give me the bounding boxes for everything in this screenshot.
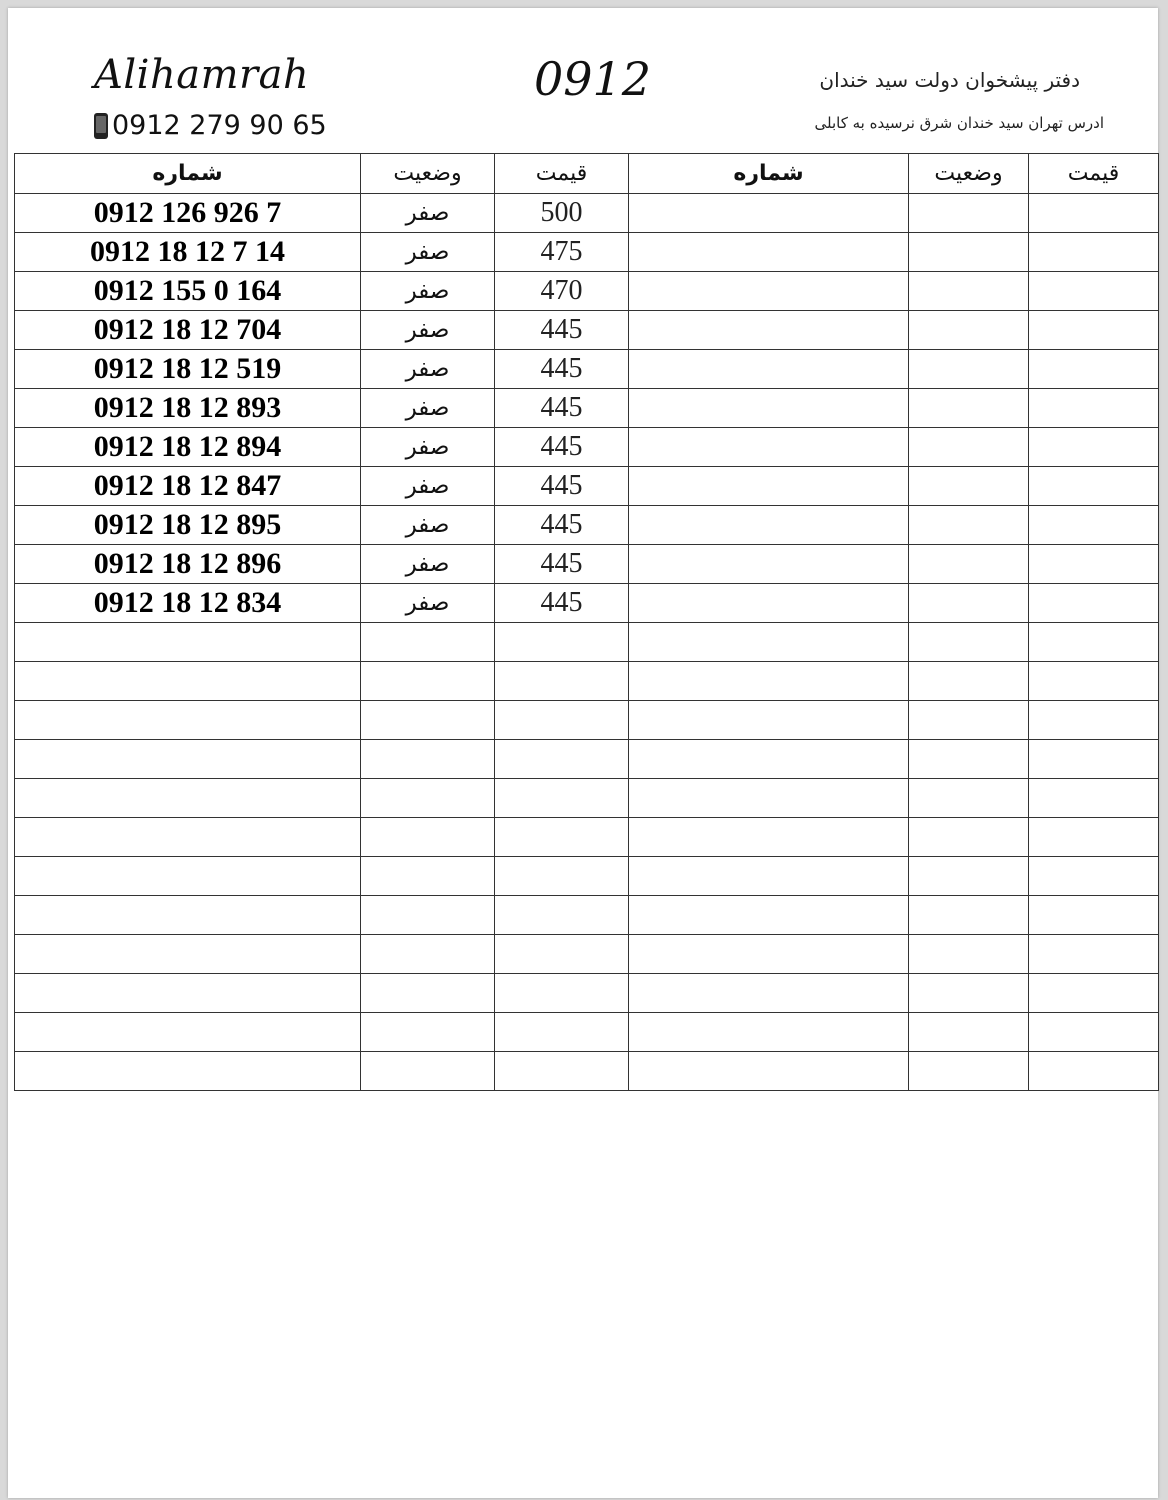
- empty-table-row: [15, 1052, 1159, 1091]
- empty-cell: [1029, 467, 1159, 506]
- empty-table-row: [15, 623, 1159, 662]
- status-cell: صفر: [361, 389, 495, 428]
- office-address: ادرس تهران سید خندان شرق نرسیده به کابلی: [814, 114, 1104, 132]
- empty-cell: [495, 974, 629, 1013]
- empty-cell: [15, 896, 361, 935]
- column-header-price-2: قیمت: [1029, 154, 1159, 194]
- empty-cell: [495, 857, 629, 896]
- table-row: [15, 428, 1159, 467]
- empty-cell: [629, 662, 909, 701]
- empty-cell: [495, 623, 629, 662]
- empty-table-row: [15, 701, 1159, 740]
- empty-cell: [1029, 740, 1159, 779]
- empty-cell: [909, 194, 1029, 233]
- empty-cell: [629, 233, 909, 272]
- empty-cell: [1029, 545, 1159, 584]
- empty-cell: [629, 350, 909, 389]
- empty-cell: [629, 818, 909, 857]
- empty-cell: [15, 974, 361, 1013]
- price-cell: 445: [495, 350, 629, 389]
- empty-cell: [1029, 233, 1159, 272]
- empty-table-row: [15, 896, 1159, 935]
- empty-cell: [1029, 779, 1159, 818]
- empty-cell: [909, 623, 1029, 662]
- empty-cell: [909, 701, 1029, 740]
- empty-cell: [495, 662, 629, 701]
- empty-cell: [629, 701, 909, 740]
- empty-cell: [909, 350, 1029, 389]
- status-cell: صفر: [361, 194, 495, 233]
- empty-cell: [361, 740, 495, 779]
- price-cell: 445: [495, 584, 629, 623]
- empty-table-row: [15, 935, 1159, 974]
- empty-cell: [1029, 623, 1159, 662]
- empty-table-row: [15, 818, 1159, 857]
- empty-table-row: [15, 857, 1159, 896]
- empty-cell: [909, 428, 1029, 467]
- empty-cell: [1029, 389, 1159, 428]
- empty-cell: [361, 857, 495, 896]
- empty-cell: [15, 1013, 361, 1052]
- empty-cell: [495, 818, 629, 857]
- empty-cell: [629, 1052, 909, 1091]
- phone-number-cell: 0912 126 926 7: [15, 194, 361, 233]
- table-row: [15, 389, 1159, 428]
- empty-cell: [629, 896, 909, 935]
- table-row: [15, 272, 1159, 311]
- table-row: [15, 584, 1159, 623]
- status-cell: صفر: [361, 467, 495, 506]
- empty-cell: [1029, 1013, 1159, 1052]
- contact-phone: [94, 110, 327, 141]
- contact-phone-number: 0912 279 90 65: [112, 110, 327, 141]
- table-row: [15, 545, 1159, 584]
- empty-cell: [15, 818, 361, 857]
- empty-cell: [361, 1013, 495, 1052]
- column-header-number-2: شماره: [629, 154, 909, 194]
- empty-cell: [909, 1052, 1029, 1091]
- empty-cell: [15, 779, 361, 818]
- status-cell: صفر: [361, 506, 495, 545]
- empty-cell: [629, 311, 909, 350]
- empty-cell: [909, 389, 1029, 428]
- empty-cell: [15, 935, 361, 974]
- empty-cell: [15, 857, 361, 896]
- empty-table-row: [15, 1013, 1159, 1052]
- status-cell: صفر: [361, 545, 495, 584]
- empty-cell: [495, 935, 629, 974]
- empty-cell: [1029, 1052, 1159, 1091]
- empty-cell: [629, 779, 909, 818]
- empty-cell: [629, 506, 909, 545]
- table-row: [15, 311, 1159, 350]
- empty-cell: [361, 974, 495, 1013]
- phone-number-cell: 0912 18 12 834: [15, 584, 361, 623]
- empty-table-row: [15, 974, 1159, 1013]
- price-cell: 445: [495, 428, 629, 467]
- column-header-status: وضعیت: [361, 154, 495, 194]
- empty-table-row: [15, 740, 1159, 779]
- empty-cell: [1029, 935, 1159, 974]
- empty-cell: [495, 896, 629, 935]
- empty-cell: [1029, 350, 1159, 389]
- phone-number-cell: 0912 18 12 895: [15, 506, 361, 545]
- empty-cell: [909, 662, 1029, 701]
- empty-cell: [909, 1013, 1029, 1052]
- phone-number-cell: 0912 18 12 7 14: [15, 233, 361, 272]
- empty-cell: [15, 623, 361, 662]
- column-header-number: شماره: [15, 154, 361, 194]
- empty-cell: [909, 467, 1029, 506]
- empty-cell: [909, 896, 1029, 935]
- table-row: [15, 350, 1159, 389]
- empty-cell: [629, 428, 909, 467]
- empty-cell: [1029, 311, 1159, 350]
- empty-cell: [361, 623, 495, 662]
- empty-cell: [1029, 974, 1159, 1013]
- empty-cell: [1029, 272, 1159, 311]
- table-row: [15, 194, 1159, 233]
- empty-cell: [15, 662, 361, 701]
- table-row: [15, 467, 1159, 506]
- empty-cell: [15, 1052, 361, 1091]
- empty-cell: [1029, 701, 1159, 740]
- mobile-phone-icon: [94, 113, 108, 139]
- empty-cell: [629, 584, 909, 623]
- status-cell: صفر: [361, 584, 495, 623]
- column-header-status-2: وضعیت: [909, 154, 1029, 194]
- status-cell: صفر: [361, 233, 495, 272]
- empty-cell: [629, 623, 909, 662]
- empty-cell: [361, 896, 495, 935]
- table-row: [15, 233, 1159, 272]
- office-name: دفتر پیشخوان دولت سید خندان: [819, 68, 1080, 92]
- price-cell: 500: [495, 194, 629, 233]
- empty-cell: [495, 1013, 629, 1052]
- phone-number-cell: 0912 155 0 164: [15, 272, 361, 311]
- empty-cell: [495, 779, 629, 818]
- empty-cell: [1029, 857, 1159, 896]
- empty-cell: [629, 1013, 909, 1052]
- brand-signature: Alihamrah: [94, 52, 310, 98]
- empty-cell: [909, 974, 1029, 1013]
- table-row: [15, 506, 1159, 545]
- empty-cell: [361, 1052, 495, 1091]
- empty-cell: [629, 857, 909, 896]
- empty-cell: [1029, 194, 1159, 233]
- empty-cell: [1029, 428, 1159, 467]
- price-cell: 445: [495, 311, 629, 350]
- empty-cell: [909, 545, 1029, 584]
- empty-cell: [629, 467, 909, 506]
- empty-cell: [361, 779, 495, 818]
- empty-cell: [909, 779, 1029, 818]
- empty-cell: [15, 740, 361, 779]
- price-cell: 445: [495, 467, 629, 506]
- phone-number-cell: 0912 18 12 519: [15, 350, 361, 389]
- empty-cell: [1029, 896, 1159, 935]
- table-body: [15, 194, 1159, 1091]
- empty-cell: [909, 857, 1029, 896]
- empty-cell: [361, 935, 495, 974]
- status-cell: صفر: [361, 428, 495, 467]
- price-cell: 445: [495, 389, 629, 428]
- column-header-price: قیمت: [495, 154, 629, 194]
- empty-cell: [909, 233, 1029, 272]
- empty-cell: [1029, 506, 1159, 545]
- empty-cell: [909, 935, 1029, 974]
- prefix-title: 0912: [534, 52, 652, 106]
- empty-cell: [629, 194, 909, 233]
- empty-cell: [361, 662, 495, 701]
- empty-cell: [361, 701, 495, 740]
- empty-cell: [629, 272, 909, 311]
- empty-cell: [495, 740, 629, 779]
- status-cell: صفر: [361, 350, 495, 389]
- price-cell: 470: [495, 272, 629, 311]
- empty-cell: [629, 974, 909, 1013]
- empty-cell: [495, 701, 629, 740]
- empty-cell: [361, 818, 495, 857]
- empty-cell: [909, 311, 1029, 350]
- price-cell: 475: [495, 233, 629, 272]
- empty-cell: [909, 506, 1029, 545]
- empty-table-row: [15, 779, 1159, 818]
- phone-number-cell: 0912 18 12 896: [15, 545, 361, 584]
- phone-number-cell: 0912 18 12 893: [15, 389, 361, 428]
- empty-cell: [495, 1052, 629, 1091]
- table-header-row: [15, 154, 1159, 194]
- empty-cell: [1029, 818, 1159, 857]
- empty-cell: [909, 740, 1029, 779]
- empty-cell: [909, 584, 1029, 623]
- status-cell: صفر: [361, 311, 495, 350]
- phone-number-cell: 0912 18 12 894: [15, 428, 361, 467]
- phone-number-cell: 0912 18 12 847: [15, 467, 361, 506]
- empty-cell: [629, 935, 909, 974]
- empty-cell: [15, 701, 361, 740]
- empty-cell: [629, 389, 909, 428]
- empty-cell: [629, 740, 909, 779]
- numbers-table: [14, 153, 1159, 1091]
- empty-cell: [1029, 584, 1159, 623]
- phone-number-cell: 0912 18 12 704: [15, 311, 361, 350]
- price-cell: 445: [495, 545, 629, 584]
- empty-cell: [909, 818, 1029, 857]
- empty-cell: [629, 545, 909, 584]
- status-cell: صفر: [361, 272, 495, 311]
- price-cell: 445: [495, 506, 629, 545]
- empty-table-row: [15, 662, 1159, 701]
- empty-cell: [1029, 662, 1159, 701]
- empty-cell: [909, 272, 1029, 311]
